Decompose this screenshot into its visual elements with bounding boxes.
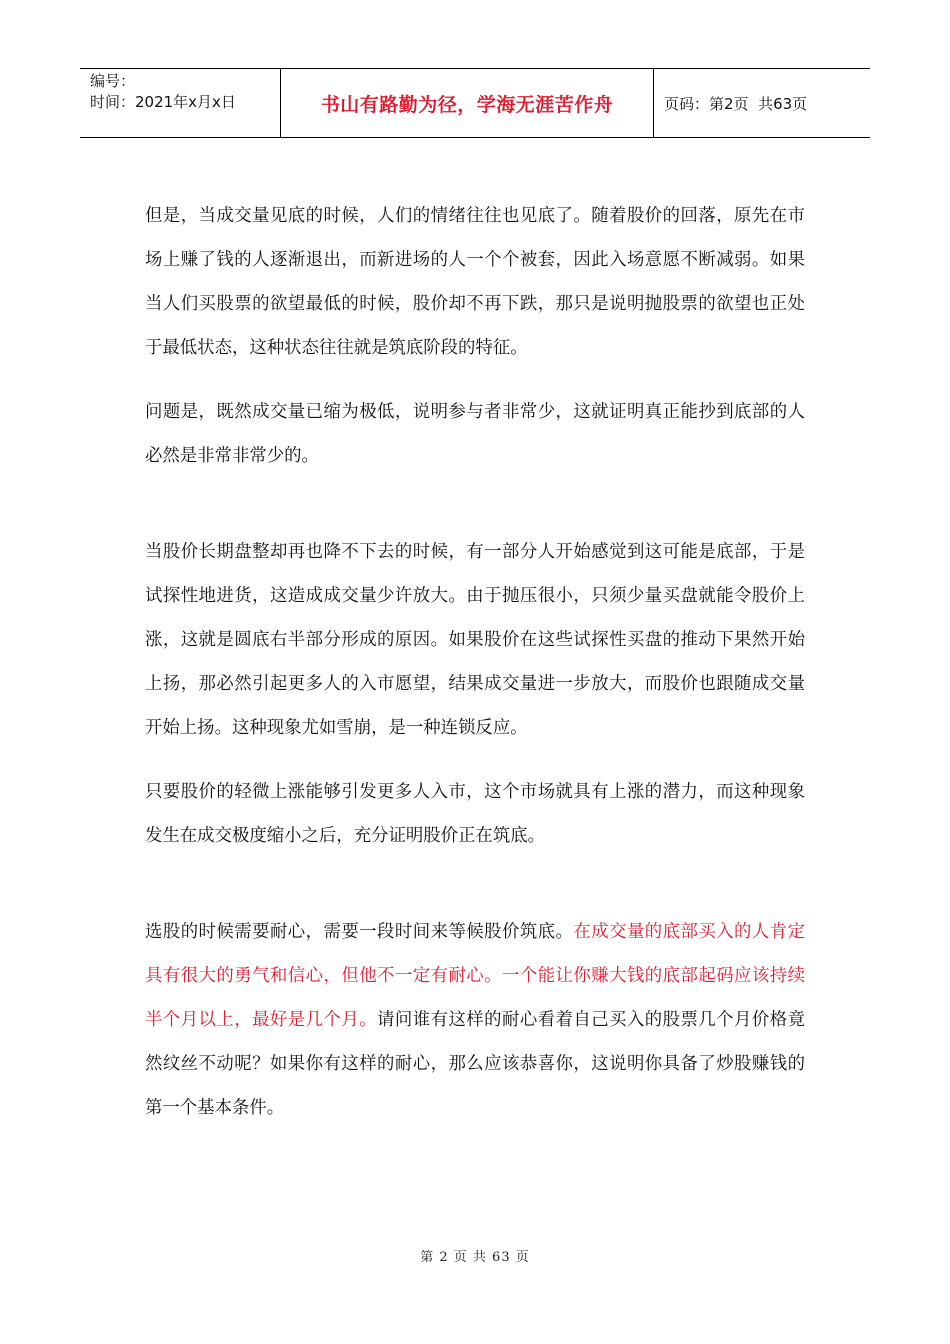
page-footer: 第 2 页 共 63 页 <box>420 1250 530 1265</box>
highlighted-text: 在成交量的底部买入的人肯定具有很大的勇气和信心，但他不一定有耐心。一个能让你赚大钱的底部起码应该持续半个月以上，最好是几个月。 <box>145 922 805 1030</box>
paragraph <box>145 194 805 370</box>
paragraph <box>145 910 805 1130</box>
paragraph-text: 选股的时候需要耐心，需要一段时间来等候股价筑底。 <box>145 922 574 942</box>
section-gap <box>145 478 805 530</box>
paragraph <box>145 770 805 858</box>
time-label: 时间：2021年x月x日 <box>90 93 236 111</box>
paragraph <box>145 530 805 750</box>
section-gap <box>145 858 805 910</box>
serial-label: 编号： <box>90 72 136 90</box>
header-motto: 书山有路勤为径，学海无涯苦作舟 <box>281 69 654 137</box>
header-meta <box>80 69 281 137</box>
document-body <box>145 194 805 1130</box>
page-header <box>80 68 870 138</box>
paragraph <box>145 390 805 478</box>
paragraph-text: 只要股价的轻微上涨能够引发更多人入市，这个市场就具有上涨的潜力，而这种现象发生在成交极度缩小之后，充分证明股价正在筑底。 <box>145 782 805 846</box>
paragraph-text: 请问谁有这样的耐心看着自己买入的股票几个月价格竟然纹丝不动呢？如果你有这样的耐心，那么应该恭喜你，这说明你具备了炒股赚钱的第一个基本条件。 <box>145 1010 805 1118</box>
header-page-info: 页码：第2页 共63页 <box>664 94 808 113</box>
paragraph-text: 当股价长期盘整却再也降不下去的时候，有一部分人开始感觉到这可能是底部，于是试探性地进货，这造成成交量少许放大。由于抛压很小，只须少量买盘就能令股价上涨，这就是圆底右半部分形成的原因。如果股价在这些试探性买盘的推动下果然开始上扬，那必然引起更多人的入市愿望，结果成交量进一步放大，而股价也跟随成交量开始上扬。这种现象尤如雪崩，是一种连锁反应。 <box>145 542 805 738</box>
paragraph-text: 但是，当成交量见底的时候，人们的情绪往往也见底了。随着股价的回落，原先在市场上赚了钱的人逐渐退出，而新进场的人一个个被套，因此入场意愿不断减弱。如果当人们买股票的欲望最低的时候，股价却不再下跌，那只是说明抛股票的欲望也正处于最低状态，这种状态往往就是筑底阶段的特征。 <box>145 206 805 358</box>
paragraph-text: 问题是，既然成交量已缩为极低，说明参与者非常少，这就证明真正能抄到底部的人必然是非常非常少的。 <box>145 402 805 466</box>
